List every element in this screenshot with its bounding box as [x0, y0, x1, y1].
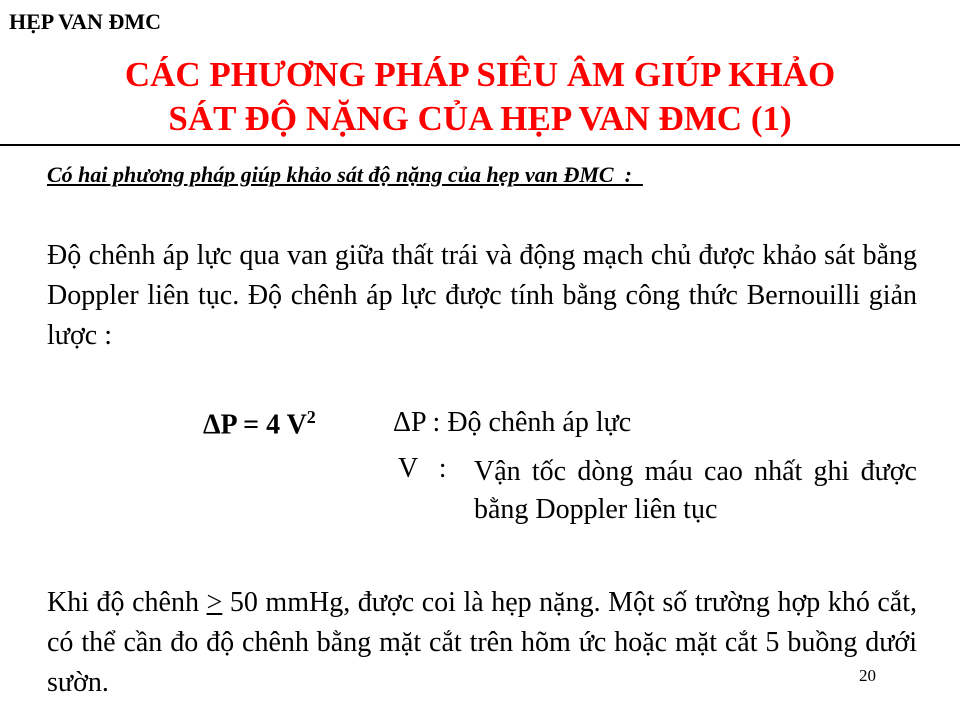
paragraph-severity-after: 50 mmHg, được coi là hẹp nặng. Một số trường hợp khó cắt, có thể cần đo độ chênh bằng mặt cắt trên hõm ức hoặc mặt cắt 5 buồng dưới sườn. [47, 587, 918, 698]
page-number: 20 [859, 666, 876, 685]
formula-lhs: ΔP = 4 V [203, 409, 307, 441]
formula-definition-v-symbol: V : [398, 453, 447, 484]
paragraph-severity [47, 583, 917, 703]
bernoulli-formula [203, 407, 316, 441]
title-line-1: CÁC PHƯƠNG PHÁP SIÊU ÂM GIÚP KHẢO [124, 55, 836, 94]
section-subtitle: Có hai phương pháp giúp khảo sát độ nặng của hẹp van ĐMC : [47, 162, 643, 187]
formula-exponent: 2 [306, 407, 316, 427]
formula-definition-delta-p: ΔP : Độ chênh áp lực [393, 407, 632, 438]
slide-header: HẸP VAN ĐMC [9, 9, 161, 34]
title-divider [0, 144, 960, 146]
paragraph-severity-before: Khi độ chênh [47, 587, 207, 618]
slide-title [0, 53, 960, 141]
title-line-2: SÁT ĐỘ NẶNG CỦA HẸP VAN ĐMC (1) [168, 99, 792, 138]
greater-equal-symbol: > [206, 587, 223, 618]
formula-definition-v-text: Vận tốc dòng máu cao nhất ghi được bằng Doppler liên tục [474, 456, 917, 525]
paragraph-doppler: Độ chênh áp lực qua van giữa thất trái và động mạch chủ được khảo sát bằng Doppler liên tục. Độ chênh áp lực được tính bằng công thức Bernouilli giản lược : [47, 240, 917, 351]
